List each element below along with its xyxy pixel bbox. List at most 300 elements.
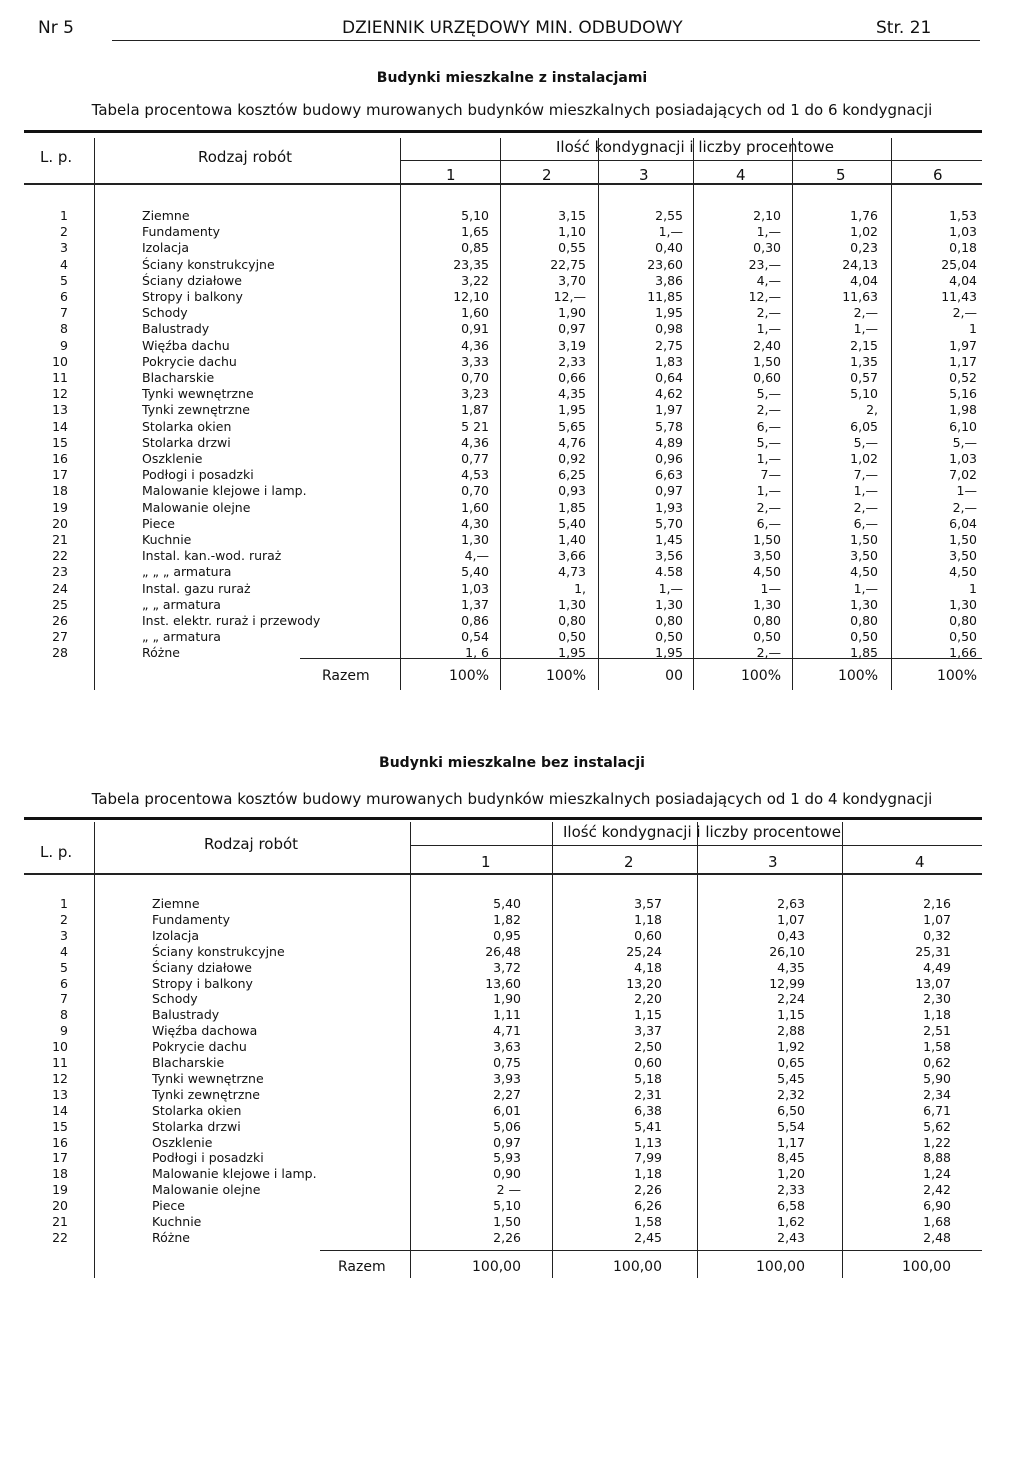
table1-cell-value: 0,18 [949, 240, 977, 256]
table2-cell-value: 2,31 [634, 1086, 662, 1102]
table2-title: Budynki mieszkalne bez instalacji [379, 755, 645, 771]
table1-cell-value: 1,10 [558, 224, 586, 240]
table1-row-label: Pokrycie dachu [142, 353, 237, 369]
table1-row-number: 2 [60, 224, 68, 240]
table2-row-label: Ściany konstrukcyjne [152, 943, 285, 959]
table1-cell-value: 1,03 [949, 224, 977, 240]
table1-cell-value: 4,30 [461, 515, 489, 531]
table2-col-lp: L. p. [40, 843, 73, 861]
table1-cell-value: 2,15 [850, 337, 878, 353]
table1-cell-value: 4.58 [655, 564, 683, 580]
table2-cell-value: 1,15 [634, 1007, 662, 1023]
table1-row-number: 3 [60, 240, 68, 256]
table1-cell-value: 0,54 [461, 629, 489, 645]
table2-row-label: Tynki zewnętrzne [152, 1086, 260, 1102]
table2-row-number: 8 [60, 1007, 68, 1023]
table1-cell-value: 0,57 [850, 370, 878, 385]
table1-cell-value: 22,75 [550, 256, 586, 272]
table1-row-label: Oszklenie [142, 451, 203, 466]
table1-cell-value: 0,60 [753, 370, 781, 385]
table1-cell-value: 0,66 [558, 370, 586, 385]
table2-column-rule [94, 822, 95, 1278]
table1-row-number: 25 [52, 596, 68, 612]
table1-cell-value: 7,— [853, 467, 878, 483]
table2-cell-value: 26,10 [769, 943, 805, 959]
table2-col-number: 1 [481, 853, 491, 871]
table2-cell-value: 1,07 [777, 911, 805, 927]
table1-cell-value: 2,10 [753, 208, 781, 223]
table2-cell-value: 2,33 [777, 1182, 805, 1198]
table1-cell-value: 3,70 [558, 272, 586, 288]
table1-total-value: 100% [936, 668, 977, 684]
table1-cell-value: 4,62 [655, 386, 683, 402]
table1-row-label: Ściany działowe [142, 272, 242, 288]
table1-cell-value: 1,03 [949, 451, 977, 466]
table1-cell-value: 5,70 [655, 515, 683, 531]
table1-cell-value: 1,35 [850, 353, 878, 369]
table2-row-label: Tynki wewnętrzne [152, 1070, 264, 1086]
table2-cell-value: 1,58 [923, 1039, 951, 1055]
table2-row-number: 17 [52, 1150, 68, 1166]
table1-row-number: 14 [52, 418, 68, 434]
table1-row-label: Schody [142, 305, 188, 321]
table2-cell-value: 5,54 [777, 1118, 805, 1134]
table1-cell-value: 4,04 [850, 272, 878, 288]
table2-cell-value: 2,16 [923, 896, 951, 911]
table1-row-label: Instal. gazu ruraż [142, 580, 251, 596]
table2-cell-value: 0,43 [777, 927, 805, 943]
table1-cell-value: 1,93 [655, 499, 683, 515]
table1-col-number: 6 [933, 166, 943, 184]
table1-cell-value: 11,85 [647, 289, 683, 304]
table1-cell-value: 1,— [658, 224, 683, 240]
table2-row-number: 9 [60, 1023, 68, 1039]
table1-cell-value: 0,30 [753, 240, 781, 256]
table1-cell-value: 1,— [756, 321, 781, 337]
table1-cell-value: 12,— [553, 289, 586, 304]
table2-cell-value: 2,30 [923, 991, 951, 1007]
table2-row-number: 20 [52, 1198, 68, 1214]
table1-cell-value: 5,65 [558, 418, 586, 434]
table1-cell-value: 12,10 [453, 289, 489, 304]
table1-cell-value: 2,33 [558, 353, 586, 369]
table1-cell-value: 0,80 [949, 613, 977, 628]
table1-cell-value: 6,63 [655, 467, 683, 483]
table1-cell-value: 3,33 [461, 353, 489, 369]
table2-cell-value: 6,71 [923, 1102, 951, 1118]
table2-cell-value: 1,17 [777, 1134, 805, 1150]
table1-cell-value: 1,66 [949, 645, 977, 661]
table2-row-number: 12 [52, 1070, 68, 1086]
table2-row-number: 21 [52, 1214, 68, 1229]
table1-cell-value: 0,23 [850, 240, 878, 256]
table2-row-number: 1 [60, 896, 68, 911]
table1-cell-value: 11,63 [842, 289, 878, 304]
table2-cell-value: 2,26 [634, 1182, 662, 1198]
table1-cell-value: 5,16 [949, 386, 977, 402]
table2-cell-value: 13,07 [915, 975, 951, 991]
table1-cell-value: 1,95 [655, 645, 683, 661]
table2-cell-value: 0,60 [634, 1055, 662, 1070]
table1-col-number: 2 [542, 166, 552, 184]
table2-col-number: 4 [915, 853, 925, 871]
table1-cell-value: 0,52 [949, 370, 977, 385]
table2-row-label: Więźba dachowa [152, 1023, 258, 1039]
table2-cell-value: 6,26 [634, 1198, 662, 1214]
table1-row-label: Różne [142, 645, 180, 661]
table1-cell-value: 1,02 [850, 224, 878, 240]
table1-cell-value: 0,93 [558, 483, 586, 499]
table2-cell-value: 6,90 [923, 1198, 951, 1214]
table1-row-label: Malowanie olejne [142, 499, 251, 515]
table2-row-label: Schody [152, 991, 198, 1007]
table1-row-label: „ „ armatura [142, 629, 221, 645]
table1-cell-value: 2,— [756, 402, 781, 418]
table2-cell-value: 5,41 [634, 1118, 662, 1134]
table2-cell-value: 12,99 [769, 975, 805, 991]
table2-total-value: 100,00 [472, 1259, 521, 1275]
table1-row-label: Fundamenty [142, 224, 221, 240]
table2-col-number: 2 [624, 853, 634, 871]
table1-cell-value: 1,60 [461, 499, 489, 515]
table2-total-rule [320, 1250, 982, 1251]
table1-row-label: Piece [142, 515, 175, 531]
table1-col-number: 5 [836, 166, 846, 184]
table1-row-number: 20 [52, 515, 68, 531]
table2-row-number: 22 [52, 1229, 68, 1245]
table1-cell-value: 2, [866, 402, 878, 418]
journal-title: DZIENNIK URZĘDOWY MIN. ODBUDOWY [342, 18, 683, 38]
table1-cell-value: 0,50 [655, 629, 683, 645]
table1-cell-value: 4,36 [461, 434, 489, 450]
table2-cell-value: 2,48 [923, 1229, 951, 1245]
table1-cell-value: 1,30 [850, 596, 878, 612]
table2-cell-value: 2,50 [634, 1039, 662, 1055]
table1-total-rule [300, 658, 982, 659]
table2-cell-value: 5,93 [493, 1150, 521, 1166]
table2-cell-value: 1,92 [777, 1039, 805, 1055]
table2-cell-value: 3,37 [634, 1023, 662, 1039]
table1-row-number: 21 [52, 532, 68, 547]
table1-cell-value: 0,97 [558, 321, 586, 337]
table1-cell-value: 5,40 [461, 564, 489, 580]
table2-row-label: Pokrycie dachu [152, 1039, 247, 1055]
page-number: Str. 21 [876, 18, 932, 38]
table2-row-label: Malowanie klejowe i lamp. [152, 1166, 317, 1182]
table2-cell-value: 5,10 [493, 1198, 521, 1214]
table2-cell-value: 1,20 [777, 1166, 805, 1182]
table2-row-label: Stolarka drzwi [152, 1118, 241, 1134]
table1-cell-value: 3,50 [850, 548, 878, 564]
table1-cell-value: 4,36 [461, 337, 489, 353]
table2-cell-value: 1,18 [634, 1166, 662, 1182]
table1-col-lp: L. p. [40, 148, 73, 166]
table1-cell-value: 0,50 [558, 629, 586, 645]
table1-cell-value: 1,97 [655, 402, 683, 418]
table2-column-rule [697, 822, 698, 1278]
table2-total-value: 100,00 [756, 1259, 805, 1275]
table2-cell-value: 1,24 [923, 1166, 951, 1182]
table1-row-label: „ „ „ armatura [142, 564, 232, 580]
table2-cell-value: 1,18 [923, 1007, 951, 1023]
table2-row-number: 3 [60, 927, 68, 943]
table2-row-label: Blacharskie [152, 1055, 225, 1070]
table2-row-number: 14 [52, 1102, 68, 1118]
table2-cell-value: 2,45 [634, 1229, 662, 1245]
table1-cell-value: 0,80 [850, 613, 878, 628]
table2-cell-value: 1,68 [923, 1214, 951, 1229]
table1-cell-value: 0,50 [850, 629, 878, 645]
table1-cell-value: 0,50 [753, 629, 781, 645]
table1-cell-value: 2,75 [655, 337, 683, 353]
table1-cell-value: 1,37 [461, 596, 489, 612]
table2-row-label: Fundamenty [152, 911, 231, 927]
table1-cell-value: 0,50 [949, 629, 977, 645]
table2-cell-value: 6,58 [777, 1198, 805, 1214]
table2-cell-value: 3,72 [493, 959, 521, 975]
table2-column-rule [552, 822, 553, 1278]
table2-row-number: 16 [52, 1134, 68, 1150]
table1-cell-value: 1— [760, 580, 781, 596]
table1-total-value: 100% [740, 668, 781, 684]
table1-cell-value: 4,35 [558, 386, 586, 402]
issue-number: Nr 5 [38, 18, 74, 38]
table1-row-number: 5 [60, 272, 68, 288]
table1-cell-value: 0,96 [655, 451, 683, 466]
table1-cell-value: 5,78 [655, 418, 683, 434]
table2-group-rule [410, 845, 982, 846]
table1-cell-value: 1,97 [949, 337, 977, 353]
table2-cell-value: 1,82 [493, 911, 521, 927]
table2-total-label: Razem [338, 1259, 386, 1275]
table1-row-number: 4 [60, 256, 68, 272]
table2-cell-value: 2,32 [777, 1086, 805, 1102]
table2-cell-value: 26,48 [485, 943, 521, 959]
table2-header-rule [24, 873, 982, 875]
table2-row-number: 7 [60, 991, 68, 1007]
table1-cell-value: 1,50 [949, 532, 977, 547]
table1-cell-value: 1,02 [850, 451, 878, 466]
table1-cell-value: 1,50 [753, 353, 781, 369]
table1-cell-value: 0,97 [655, 483, 683, 499]
table1-cell-value: 3,19 [558, 337, 586, 353]
table1-cell-value: 1, [574, 580, 586, 596]
table1-col-number: 4 [736, 166, 746, 184]
table1-cell-value: 5,— [756, 386, 781, 402]
table1-row-label: Instal. kan.-wod. ruraż [142, 548, 282, 564]
table1-cell-value: 4,— [464, 548, 489, 564]
table1-cell-value: 1,50 [850, 532, 878, 547]
table1-cell-value: 0,80 [558, 613, 586, 628]
table1-cell-value: 1,30 [558, 596, 586, 612]
table1-cell-value: 1,65 [461, 224, 489, 240]
table1-col-number: 1 [446, 166, 456, 184]
table1-cell-value: 23,60 [647, 256, 683, 272]
table1-row-number: 7 [60, 305, 68, 321]
table1-cell-value: 2,— [952, 305, 977, 321]
table1-row-number: 1 [60, 208, 68, 223]
table2-cell-value: 0,75 [493, 1055, 521, 1070]
table2-top-rule [24, 817, 982, 820]
table2-row-label: Malowanie olejne [152, 1182, 261, 1198]
table1-cell-value: 4,50 [949, 564, 977, 580]
table1-col-number: 3 [639, 166, 649, 184]
table2-row-label: Stropy i balkony [152, 975, 253, 991]
table2-cell-value: 2,51 [923, 1023, 951, 1039]
table1-row-number: 18 [52, 483, 68, 499]
table2-cell-value: 1,15 [777, 1007, 805, 1023]
table2-cell-value: 13,20 [626, 975, 662, 991]
table1-column-rule [891, 138, 892, 690]
table2-row-label: Ściany działowe [152, 959, 252, 975]
table1-cell-value: 4,50 [753, 564, 781, 580]
table2-cell-value: 2,43 [777, 1229, 805, 1245]
table1-cell-value: 24,13 [842, 256, 878, 272]
table2-cell-value: 1,90 [493, 991, 521, 1007]
table1-cell-value: 1,90 [558, 305, 586, 321]
table1-cell-value: 2,— [756, 645, 781, 661]
table1-cell-value: 12,— [748, 289, 781, 304]
table2-cell-value: 6,50 [777, 1102, 805, 1118]
table1-cell-value: 1,50 [753, 532, 781, 547]
table1-column-rule [500, 138, 501, 690]
table2-cell-value: 0,95 [493, 927, 521, 943]
table2-row-label: Podłogi i posadzki [152, 1150, 264, 1166]
table2-row-number: 4 [60, 943, 68, 959]
table1-row-number: 27 [52, 629, 68, 645]
table1-cell-value: 1,30 [753, 596, 781, 612]
table1-cell-value: 5 21 [461, 418, 489, 434]
table1-cell-value: 1,— [658, 580, 683, 596]
table2-row-number: 19 [52, 1182, 68, 1198]
table2-col-number: 3 [768, 853, 778, 871]
table2-cell-value: 5,18 [634, 1070, 662, 1086]
table2-row-label: Piece [152, 1198, 185, 1214]
table1-row-label: Inst. elektr. ruraż i przewody [142, 613, 321, 628]
table2-cell-value: 1,13 [634, 1134, 662, 1150]
table2-total-value: 100,00 [613, 1259, 662, 1275]
table1-cell-value: 1,76 [850, 208, 878, 223]
table1-cell-value: 4,— [756, 272, 781, 288]
table2-row-number: 13 [52, 1086, 68, 1102]
table2-cell-value: 4,71 [493, 1023, 521, 1039]
table1-cell-value: 1,95 [655, 305, 683, 321]
table2-cell-value: 2,63 [777, 896, 805, 911]
table1-row-number: 12 [52, 386, 68, 402]
table1-cell-value: 4,04 [949, 272, 977, 288]
table2-row-label: Kuchnie [152, 1214, 202, 1229]
table1-cell-value: 0,77 [461, 451, 489, 466]
table1-column-rule [400, 138, 401, 690]
table1-cell-value: 6,— [853, 515, 878, 531]
table2-cell-value: 2,88 [777, 1023, 805, 1039]
table1-subtitle: Tabela procentowa kosztów budowy murowanych budynków mieszkalnych posiadających od 1 do 6 kondygnacji [91, 101, 933, 119]
table1-row-label: Stolarka drzwi [142, 434, 231, 450]
table1-row-number: 15 [52, 434, 68, 450]
table2-cell-value: 5,06 [493, 1118, 521, 1134]
table1-cell-value: 1,— [853, 580, 878, 596]
table1-cell-value: 6,05 [850, 418, 878, 434]
table1-cell-value: 0,70 [461, 483, 489, 499]
table1-column-rule [598, 138, 599, 690]
table2-row-number: 5 [60, 959, 68, 975]
table1-cell-value: 1,40 [558, 532, 586, 547]
table1-cell-value: 4,73 [558, 564, 586, 580]
table1-row-label: Stropy i balkony [142, 289, 243, 304]
table2-cell-value: 2,26 [493, 1229, 521, 1245]
table1-cell-value: 6,04 [949, 515, 977, 531]
table1-row-label: Podłogi i posadzki [142, 467, 254, 483]
table1-cell-value: 0,85 [461, 240, 489, 256]
table1-row-label: Ziemne [142, 208, 190, 223]
table2-cell-value: 2,24 [777, 991, 805, 1007]
table1-cell-value: 3,15 [558, 208, 586, 223]
table2-total-value: 100,00 [902, 1259, 951, 1275]
table1-cell-value: 11,43 [941, 289, 977, 304]
table2-row-label: Ziemne [152, 896, 200, 911]
table1-row-number: 28 [52, 645, 68, 661]
table1-cell-value: 25,04 [941, 256, 977, 272]
table2-row-label: Różne [152, 1229, 190, 1245]
table1-total-value: 100% [837, 668, 878, 684]
table1-cell-value: 1,98 [949, 402, 977, 418]
table1-cell-value: 2,— [952, 499, 977, 515]
table1-row-number: 11 [52, 370, 68, 385]
table1-cell-value: 1,— [756, 451, 781, 466]
table1-cell-value: 7,02 [949, 467, 977, 483]
table1-cell-value: 0,55 [558, 240, 586, 256]
table1-cell-value: 4,76 [558, 434, 586, 450]
table1-cell-value: 0,98 [655, 321, 683, 337]
table1-column-rule [792, 138, 793, 690]
table1-row-label: Tynki zewnętrzne [142, 402, 250, 418]
table2-cell-value: 5,40 [493, 896, 521, 911]
table1-cell-value: 3,66 [558, 548, 586, 564]
table1-row-number: 26 [52, 613, 68, 628]
table2-cell-value: 1,50 [493, 1214, 521, 1229]
table1-cell-value: 0,86 [461, 613, 489, 628]
table2-cell-value: 1,18 [634, 911, 662, 927]
table1-row-label: Izolacja [142, 240, 190, 256]
table2-cell-value: 1,11 [493, 1007, 521, 1023]
table2-cell-value: 3,63 [493, 1039, 521, 1055]
table2-cell-value: 2 — [496, 1182, 521, 1198]
table1-cell-value: 3,50 [949, 548, 977, 564]
table2-cell-value: 7,99 [634, 1150, 662, 1166]
table1-cell-value: 1,03 [461, 580, 489, 596]
table1-cell-value: 3,22 [461, 272, 489, 288]
table1-row-label: Ściany konstrukcyjne [142, 256, 275, 272]
table1-cell-value: 0,70 [461, 370, 489, 385]
table1-cell-value: 1,85 [558, 499, 586, 515]
table2-cell-value: 1,07 [923, 911, 951, 927]
table1-cell-value: 1,45 [655, 532, 683, 547]
table1-cell-value: 1,95 [558, 402, 586, 418]
table1-cell-value: 1,— [756, 224, 781, 240]
table1-total-label: Razem [322, 668, 370, 684]
table2-cell-value: 8,88 [923, 1150, 951, 1166]
table2-row-label: Stolarka okien [152, 1102, 242, 1118]
table1-cell-value: 5,10 [461, 208, 489, 223]
table1-column-rule [94, 138, 95, 690]
table2-cell-value: 5,45 [777, 1070, 805, 1086]
table2-col-name: Rodzaj robót [204, 835, 299, 853]
table1-cell-value: 23,— [748, 256, 781, 272]
table1-cell-value: 1,95 [558, 645, 586, 661]
table1-cell-value: 3,23 [461, 386, 489, 402]
table2-cell-value: 1,62 [777, 1214, 805, 1229]
table2-cell-value: 2,27 [493, 1086, 521, 1102]
